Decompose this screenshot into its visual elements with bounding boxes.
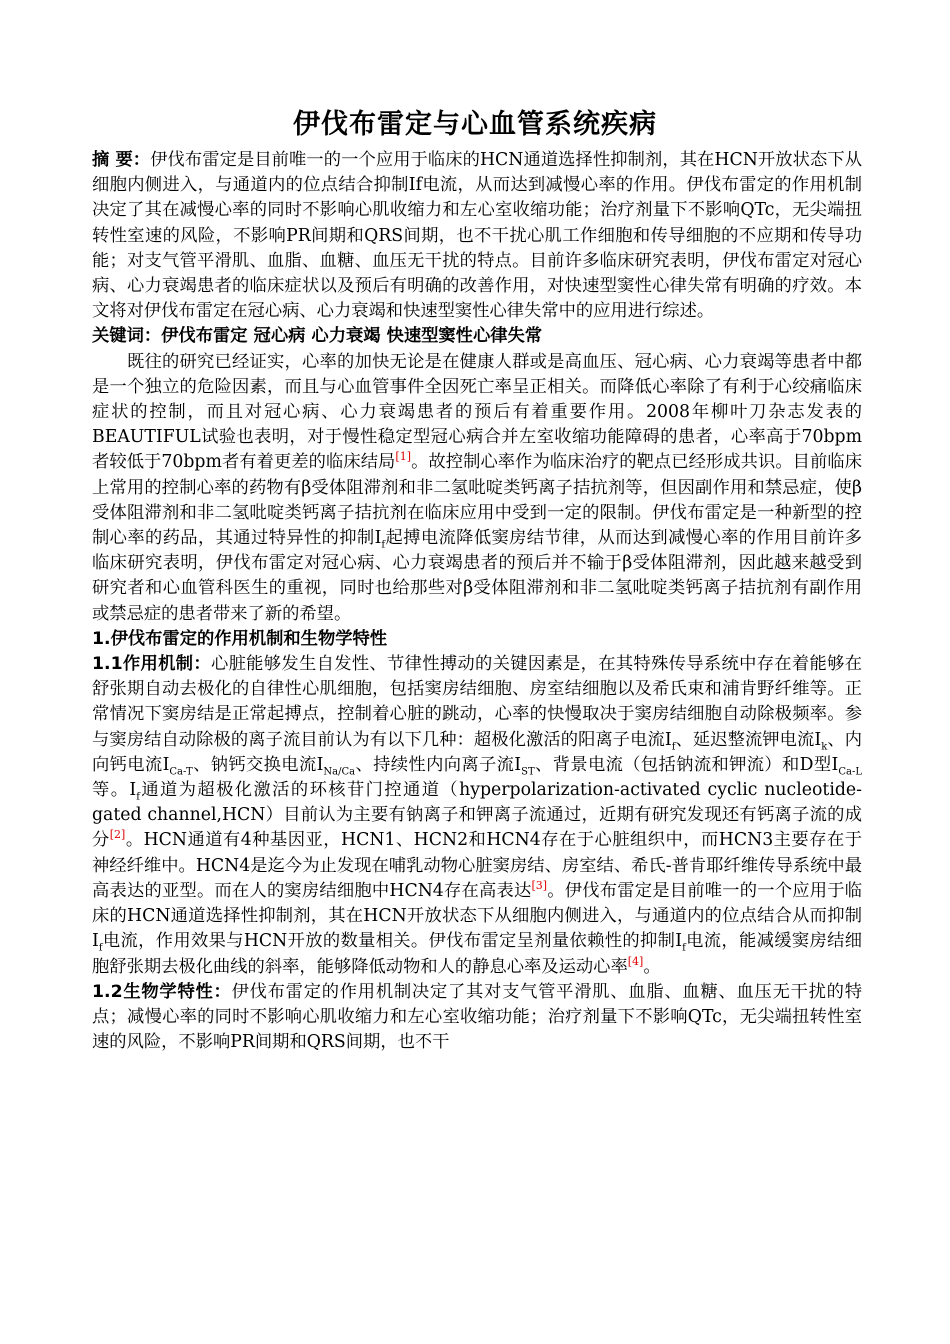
subscript-f: f [136,791,140,803]
section-1-1-label: 1.1作用机制： [92,654,211,675]
section-1-1-text-a: 心脏能够发生自发性、节律性搏动的关键因素是，在其特殊传导系统中存在着能够在舒张期自动去极化的自律性心肌细胞，包括窦房结细胞、房室结细胞以及希氏束和浦肯野纤维等。正常情况下窦房结是正常起搏点，控制着心脏的跳动，心率的快慢取决于窦房结细胞自动除极频率。参与窦房结自动除极的离子流目前认为有以下几种：超极化激活的阳离子电流I [92,654,862,750]
document-title: 伊伐布雷定与心血管系统疾病 [293,109,657,140]
section-1-1-text-k: 电流，作用效果与HCN开放的数量相关。伊伐布雷定呈剂量依赖性的抑制I [102,931,683,952]
citation-4[interactable]: [4] [627,954,644,968]
citation-2[interactable]: [2] [109,828,126,842]
section-1-2-text: 伊伐布雷定的作用机制决定了其对支气管平滑肌、血脂、血糖、血压无干扰的特点；减慢心率的同时不影响心肌收缩力和左心室收缩功能；治疗剂量下不影响QTc，无尖端扭转性室速的风险，不影响PR间期和QRS间期，也不干 [92,981,862,1053]
intro-text-2: 。故控制心率作为临床治疗的靶点已经形成共识。目前临床上常用的控制心率的药物有β受体阻滞剂和非二氢吡啶类钙离子拮抗剂等，但因副作用和禁忌症，使β受体阻滞剂和非二氢吡啶类钙离子拮抗剂在临床应用中受到一定的限制。伊伐布雷定是一种新型的控制心率的药品，其通过特异性的抑制I [92,452,862,549]
section-1-heading: 1.伊伐布雷定的作用机制和生物学特性 [92,628,388,649]
section-1-1-text-b: 、延迟整流钾电流I [675,729,822,750]
intro-text-1: 既往的研究已经证实，心率的加快无论是在健康人群或是高血压、冠心病、心力衰竭等患者中都是一个独立的危险因素，而且与心血管事件全因死亡率呈正相关。而降低心率除了有利于心绞痛临床症状的控制，而且对冠心病、心力衰竭患者的预后有着重要作用。2008年柳叶刀杂志发表的BEAUTIFUL试验也表明，对于慢性稳定型冠心病合并左室收缩功能障碍的患者，心率高于70bpm者较低于70bpm者有着更差的临床结局 [92,351,862,473]
section-1-1-paragraph [92,652,862,980]
section-1-1-text-d: 、钠钙交换电流I [192,754,324,775]
citation-1[interactable]: [1] [395,450,411,464]
abstract-label: 摘 要： [92,150,151,170]
subscript-ca-l: Ca-L [838,766,863,778]
section-1-1-text-m: 。 [643,956,661,977]
subscript-k: k [821,741,828,753]
subscript-f: f [682,942,686,954]
section-1-2-paragraph [92,980,862,1056]
section-1-1-text-l: 电流，能减缓窦房结细胞舒张期去极化曲线的斜率，能够降低动物和人的静息心率及运动心率 [92,931,862,977]
section-1-2-label: 1.2生物学特性： [92,981,232,1002]
section-1-1-text-e: 、持续性内向离子流I [355,754,522,775]
intro-paragraph [92,350,862,627]
section-1-1-text-f: 、背景电流（包括钠流和钾流）和D型I [534,754,839,775]
section-1-1-text-g: 等。I [92,780,137,801]
subscript-f: f [98,942,103,954]
subscript-f: f [381,539,386,551]
intro-text-3: 起搏电流降低窦房结节律，从而达到减慢心率的作用目前许多临床研究表明，伊伐布雷定对冠心病、心力衰竭患者的预后并不输于β受体阻滞剂，因此越来越受到研究者和心血管科医生的重视，同时也给那些对β受体阻滞剂和非二氢吡啶类钙离子拮抗剂有副作用或禁忌症的患者带来了新的希望。 [92,528,862,624]
document-body [92,148,862,1055]
section-1-1-text-i: 。HCN通道有4种基因亚，HCN1、HCN2和HCN4存在于心脏组织中，而HCN3主要存在于神经纤维中。HCN4是迄今为止发现在哺乳动物心脏窦房结、房室结、希氏-普肯耶纤维传导系统中最高表达的亚型。而在人的窦房结细胞中HCN4存在高表达 [92,830,862,901]
subscript-ca-t: Ca-T [169,766,193,778]
subscript-f: f [671,741,676,753]
abstract-text: 伊伐布雷定是目前唯一的一个应用于临床的HCN通道选择性抑制剂，其在HCN开放状态下从细胞内侧进入，与通道内的位点结合抑制If电流，从而达到减慢心率的作用。伊伐布雷定的作用机制决定了其在减慢心率的同时不影响心肌收缩力和左心室收缩功能；治疗剂量下不影响QTc，无尖端扭转性室速的风险，不影响PR间期和QRS间期，也不干扰心肌工作细胞和传导细胞的不应期和传导功能；对支气管平滑肌、血脂、血糖、血压无干扰的特点。目前许多临床研究表明，伊伐布雷定对冠心病、心力衰竭患者的临床症状以及预后有明确的改善作用，对快速型窦性心律失常有明确的疗效。本文将对伊伐布雷定在冠心病、心力衰竭和快速型窦性心律失常中的应用进行综述。 [92,150,862,322]
section-1-1-text-h: 通道为超极化激活的环核苷门控通道（hyperpolarization-activated cyclic nucleotide-gated channel,HCN）目前认为主要有钠离子和钾离子流通过，近期有研究发现还有钙离子流的成分 [92,780,862,851]
citation-3[interactable]: [3] [531,879,548,893]
subscript-na-ca: Na/Ca [323,766,356,778]
subscript-st: ST [521,766,535,778]
abstract-paragraph [92,148,862,324]
section-1-1-text-c: 、内向钙电流I [92,729,863,775]
section-1-1-text-j: 。伊伐布雷定是目前唯一的一个应用于临床的HCN通道选择性抑制剂，其在HCN开放状态下从细胞内侧进入，与通道内的位点结合从而抑制I [92,880,862,952]
keywords-line: 关键词：伊伐布雷定 冠心病 心力衰竭 快速型窦性心律失常 [92,326,543,347]
